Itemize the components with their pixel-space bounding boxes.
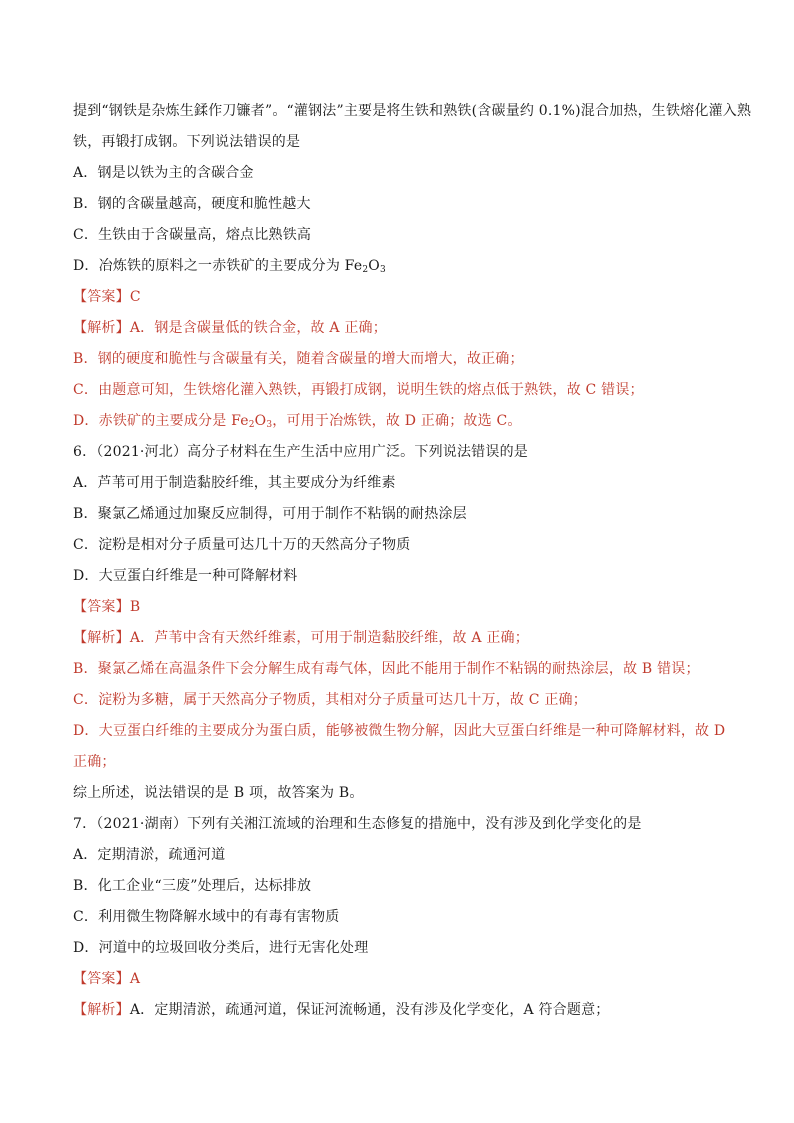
q5-option-b: B．钢的含碳量越高，硬度和脆性越大 <box>73 196 311 212</box>
q5-option-d-text: D．冶炼铁的原料之一赤铁矿的主要成分为 Fe <box>73 258 363 274</box>
q6-analysis-label: 【解析】 <box>73 630 130 646</box>
q6-option-d: D．大豆蛋白纤维是一种可降解材料 <box>73 568 298 584</box>
q5-analysis-a <box>73 313 723 344</box>
q6-analysis-c: C．淀粉为多糖，属于天然高分子物质，其相对分子质量可达几十万，故 C 正确； <box>73 692 587 708</box>
q7-option-b: B．化工企业“三废”处理后，达标排放 <box>73 878 312 894</box>
q5-answer <box>73 282 723 313</box>
q5-analysis-d <box>73 406 723 437</box>
q6-option-b: B．聚氯乙烯通过加聚反应制得，可用于制作不粘锅的耐热涂层 <box>73 506 467 522</box>
q5-stem-line-1: 提到“钢铁是杂炼生鍒作刀镰者”。“灌钢法”主要是将生铁和熟铁(含碳量约 0.1%)混合加热，生铁熔化灌入熟 <box>73 103 752 119</box>
q5-analysis-d-sub1: 2 <box>248 420 255 430</box>
q6-option-c: C．淀粉是相对分子质量可达几十万的天然高分子物质 <box>73 537 411 553</box>
document-content <box>73 96 752 1026</box>
q6-analysis-a-text: A．芦苇中含有天然纤维素，可用于制造黏胶纤维，故 A 正确； <box>129 630 529 646</box>
q5-analysis-a-text: A．钢是含碳量低的铁合金，故 A 正确； <box>129 320 387 336</box>
q5-analysis-d-mid: O <box>254 413 267 429</box>
q6-answer-value: B <box>129 599 141 615</box>
q5-option-c: C．生铁由于含碳量高，熔点比熟铁高 <box>73 227 312 243</box>
q6-analysis-d-line-2: 正确； <box>73 754 116 770</box>
q5-analysis-b: B．钢的硬度和脆性与含碳量有关，随着含碳量的增大而增大，故正确； <box>73 351 524 367</box>
q6-stem: 6．（2021·河北）高分子材料在生产生活中应用广泛。下列说法错误的是 <box>73 444 528 460</box>
q6-summary: 综上所述，说法错误的是 B 项，故答案为 B。 <box>73 785 364 801</box>
q7-stem: 7．（2021·湖南）下列有关湘江流域的治理和生态修复的措施中，没有涉及到化学变化的是 <box>73 816 642 832</box>
q6-analysis-b: B．聚氯乙烯在高温条件下会分解生成有毒气体，因此不能用于制作不粘锅的耐热涂层，故 B 错误； <box>73 661 700 677</box>
q6-option-a: A．芦苇可用于制造黏胶纤维，其主要成分为纤维素 <box>73 475 396 491</box>
q5-analysis-d-post: ，可用于冶炼铁，故 D 正确；故选 C。 <box>272 413 522 429</box>
q7-analysis-a-text: A．定期清淤，疏通河道，保证河流畅通，没有涉及化学变化，A 符合题意； <box>129 1002 610 1018</box>
q7-analysis-label: 【解析】 <box>73 1002 130 1018</box>
q6-answer <box>73 592 723 623</box>
q7-option-d: D．河道中的垃圾回收分类后，进行无害化处理 <box>73 940 369 956</box>
q5-analysis-label: 【解析】 <box>73 320 130 336</box>
q5-option-d <box>73 251 723 282</box>
q5-option-a: A．钢是以铁为主的含碳合金 <box>73 165 254 181</box>
q5-option-d-sub2: 3 <box>379 265 386 275</box>
q7-analysis-a <box>73 995 723 1026</box>
q6-answer-label: 【答案】 <box>73 599 130 615</box>
q7-answer <box>73 964 723 995</box>
q7-option-c: C．利用微生物降解水域中的有毒有害物质 <box>73 909 340 925</box>
q7-answer-value: A <box>129 971 141 987</box>
q5-answer-value: C <box>129 289 141 305</box>
q5-analysis-d-sub2: 3 <box>266 420 273 430</box>
q5-analysis-c: C．由题意可知，生铁熔化灌入熟铁，再锻打成钢，说明生铁的熔点低于熟铁，故 C 错误； <box>73 382 644 398</box>
q5-analysis-d-pre: D．赤铁矿的主要成分是 Fe <box>73 413 249 429</box>
q5-option-d-sub1: 2 <box>362 265 369 275</box>
q6-analysis-d-line-1: D．大豆蛋白纤维的主要成分为蛋白质，能够被微生物分解，因此大豆蛋白纤维是一种可降解材料，故 D <box>73 723 726 739</box>
q7-answer-label: 【答案】 <box>73 971 130 987</box>
q7-option-a: A．定期清淤，疏通河道 <box>73 847 226 863</box>
q5-answer-label: 【答案】 <box>73 289 130 305</box>
q5-stem-line-2: 铁，再锻打成钢。下列说法错误的是 <box>73 134 301 150</box>
q5-option-d-mid: O <box>368 258 380 274</box>
q6-analysis-a <box>73 623 723 654</box>
